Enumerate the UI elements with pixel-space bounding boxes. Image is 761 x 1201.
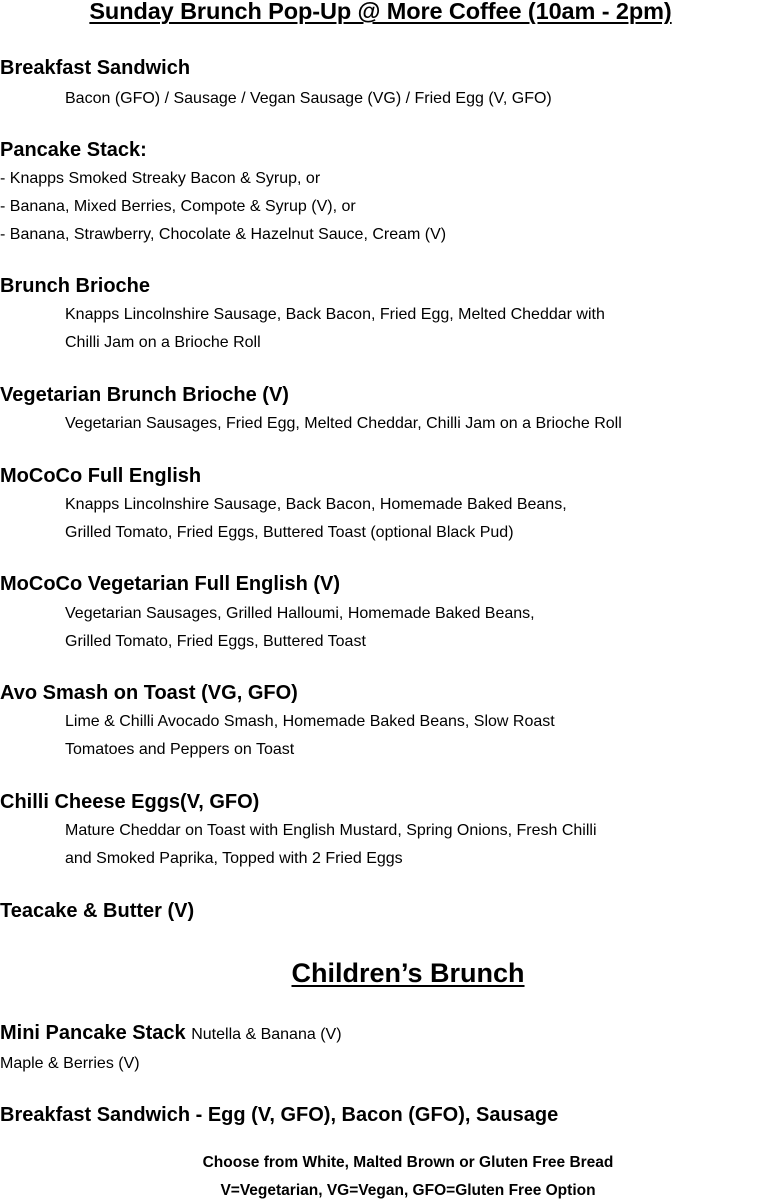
item-description: Bacon (GFO) / Sausage / Vegan Sausage (VG) / Fried Egg (V, GFO) xyxy=(65,90,552,107)
item-description: - Banana, Mixed Berries, Compote & Syrup (V), or xyxy=(0,198,356,215)
item-heading-mini-pancake-stack xyxy=(0,1021,342,1047)
item-description: Knapps Lincolnshire Sausage, Back Bacon, Homemade Baked Beans, xyxy=(65,496,567,513)
item-heading-vegetarian-brunch-brioche: Vegetarian Brunch Brioche (V) xyxy=(0,384,289,406)
item-description: - Knapps Smoked Streaky Bacon & Syrup, or xyxy=(0,170,321,187)
item-heading-pancake-stack: Pancake Stack: xyxy=(0,139,147,161)
item-description: Grilled Tomato, Fried Eggs, Buttered Toast xyxy=(65,633,366,650)
item-description: Lime & Chilli Avocado Smash, Homemade Baked Beans, Slow Roast xyxy=(65,713,555,730)
item-description: Mature Cheddar on Toast with English Mustard, Spring Onions, Fresh Chilli xyxy=(65,822,597,839)
item-heading-chilli-cheese-eggs: Chilli Cheese Eggs(V, GFO) xyxy=(0,791,260,813)
item-heading-teacake: Teacake & Butter (V) xyxy=(0,900,195,922)
mini-pancake-name: Mini Pancake Stack xyxy=(0,1022,186,1044)
item-description: - Banana, Strawberry, Chocolate & Hazelnut Sauce, Cream (V) xyxy=(0,226,447,243)
dietary-key: V=Vegetarian, VG=Vegan, GFO=Gluten Free Option xyxy=(220,1182,596,1199)
item-heading-mococo-full-english: MoCoCo Full English xyxy=(0,465,202,487)
item-description: Tomatoes and Peppers on Toast xyxy=(65,741,295,758)
section-heading-childrens-brunch: Children’s Brunch xyxy=(291,958,525,988)
item-heading-avo-smash: Avo Smash on Toast (VG, GFO) xyxy=(0,682,298,704)
item-heading-brunch-brioche: Brunch Brioche xyxy=(0,275,151,297)
item-description: Chilli Jam on a Brioche Roll xyxy=(65,334,261,351)
item-description: Grilled Tomato, Fried Eggs, Buttered Toast (optional Black Pud) xyxy=(65,524,514,541)
item-heading-mococo-vegetarian-full-english: MoCoCo Vegetarian Full English (V) xyxy=(0,573,341,595)
item-description: Maple & Berries (V) xyxy=(0,1055,140,1072)
item-heading-kids-breakfast-sandwich: Breakfast Sandwich - Egg (V, GFO), Bacon (GFO), Sausage xyxy=(0,1104,559,1126)
item-description: Vegetarian Sausages, Grilled Halloumi, Homemade Baked Beans, xyxy=(65,605,535,622)
mini-pancake-option: Nutella & Banana (V) xyxy=(191,1026,342,1043)
item-heading-breakfast-sandwich: Breakfast Sandwich xyxy=(0,57,191,79)
item-description: and Smoked Paprika, Topped with 2 Fried Eggs xyxy=(65,850,403,867)
page-title: Sunday Brunch Pop-Up @ More Coffee (10am - 2pm) xyxy=(89,0,672,24)
item-description: Vegetarian Sausages, Fried Egg, Melted Cheddar, Chilli Jam on a Brioche Roll xyxy=(65,415,622,432)
item-description: Knapps Lincolnshire Sausage, Back Bacon, Fried Egg, Melted Cheddar with xyxy=(65,306,605,323)
bread-note: Choose from White, Malted Brown or Gluten Free Bread xyxy=(202,1154,614,1171)
